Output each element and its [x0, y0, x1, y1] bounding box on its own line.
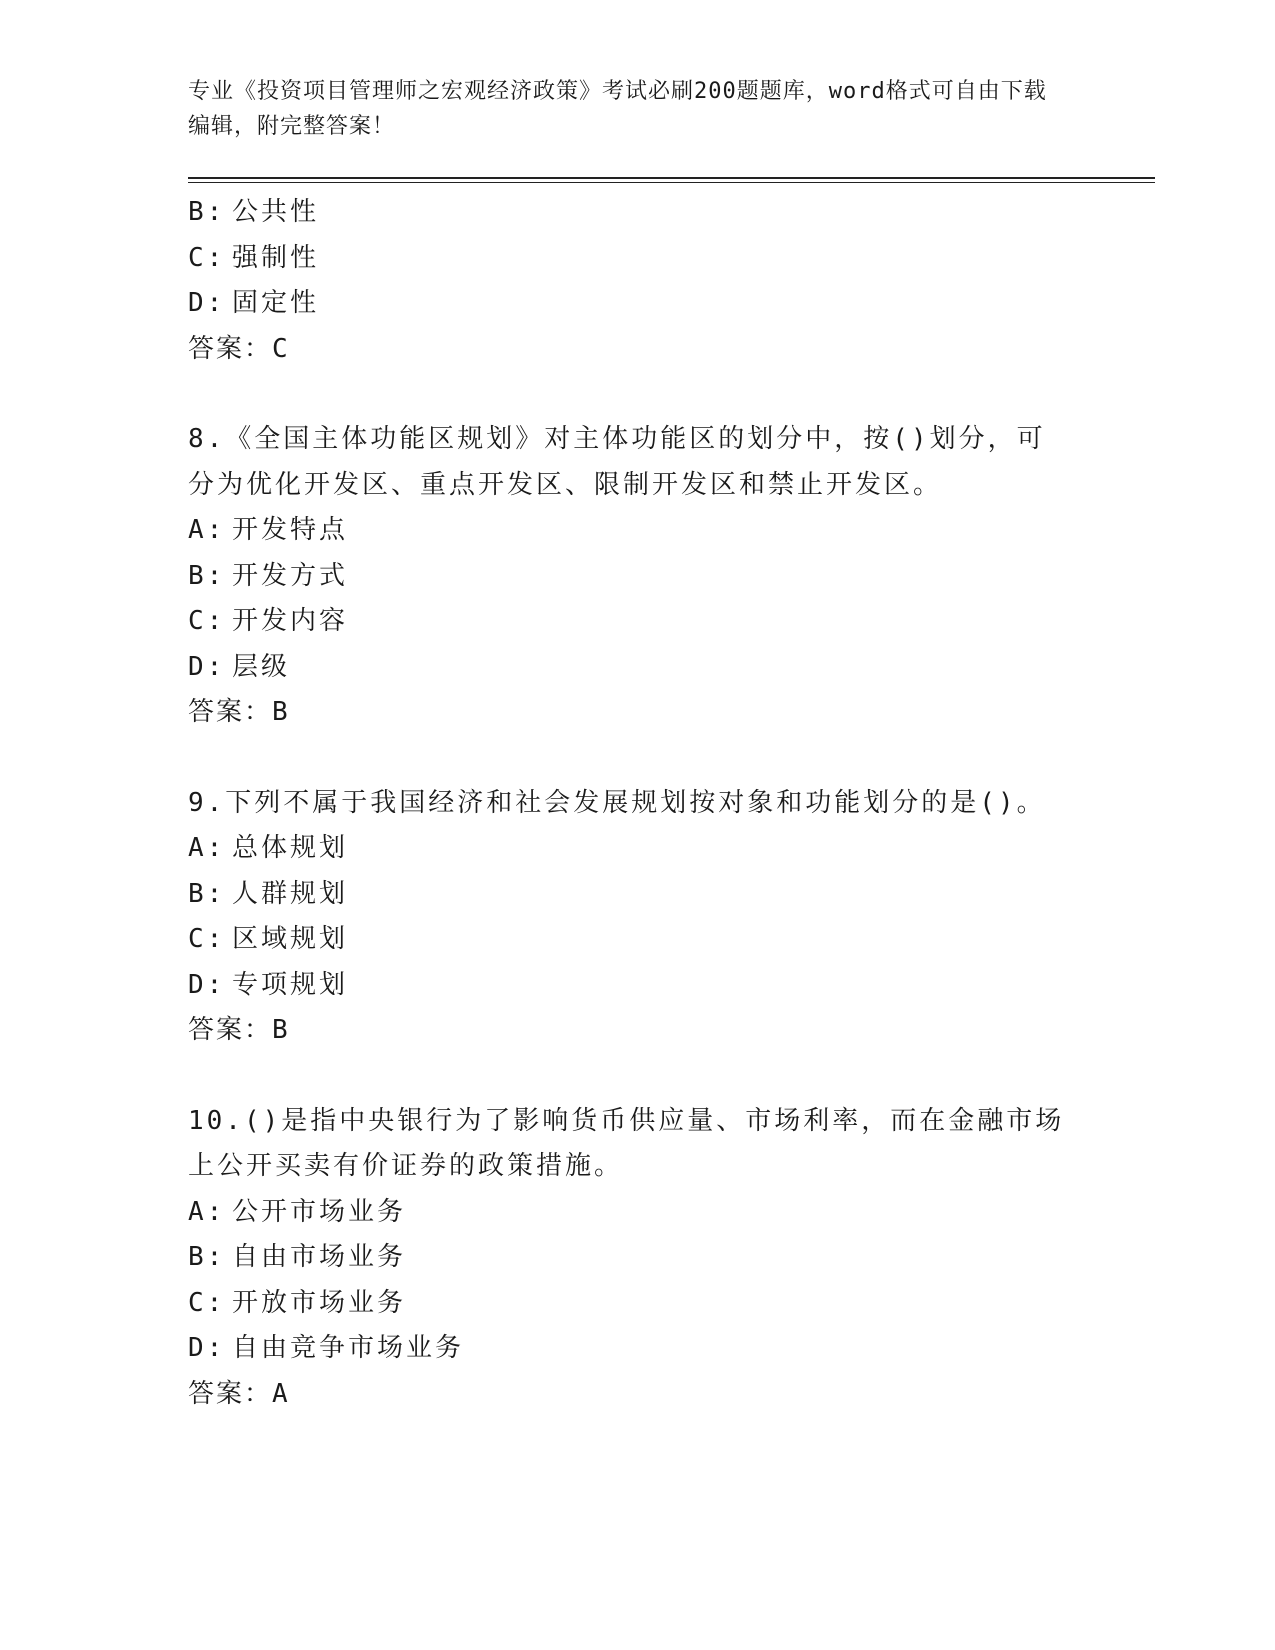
option-d — [188, 281, 1088, 327]
option-text: 人群规划 — [232, 878, 349, 909]
option-text: 公开市场业务 — [232, 1196, 407, 1227]
question-block-9 — [188, 781, 1088, 1054]
answer-line: 答案：B — [188, 697, 290, 727]
option-text: 自由竞争市场业务 — [232, 1333, 465, 1363]
option-text: 固定性 — [232, 288, 320, 318]
option-label: D: — [188, 969, 226, 1000]
header-rule-thin — [188, 182, 1155, 183]
option-label: A: — [188, 833, 226, 863]
option-label: C: — [188, 242, 226, 273]
option-label: C: — [188, 606, 226, 636]
answer-line: 答案：C — [188, 333, 290, 364]
header-rule-thick — [188, 177, 1155, 179]
question-block-prev — [188, 190, 1088, 372]
option-text: 强制性 — [232, 242, 320, 273]
spacer — [188, 372, 1088, 417]
question-stem: 10.()是指中央银行为了影响货币供应量、市场利率，而在金融市场上公开买卖有价证券的政策措施。 — [188, 1105, 1065, 1181]
option-c — [188, 1281, 1088, 1327]
option-a — [188, 826, 1088, 872]
question-stem: 8.《全国主体功能区规划》对主体功能区的划分中，按()划分，可分为优化开发区、重点开发区、限制开发区和禁止开发区。 — [188, 424, 1046, 500]
option-a — [188, 1190, 1088, 1236]
option-label: A: — [188, 515, 226, 545]
option-c — [188, 236, 1088, 282]
option-label: C: — [188, 924, 226, 954]
answer-line: 答案：A — [188, 1378, 290, 1409]
document-body — [188, 190, 1088, 1417]
option-d — [188, 963, 1088, 1009]
option-b — [188, 1235, 1088, 1281]
option-text: 公共性 — [232, 197, 320, 227]
option-text: 开发特点 — [232, 515, 349, 545]
option-text: 开发方式 — [232, 560, 349, 591]
option-label: B: — [188, 560, 226, 591]
option-d — [188, 1326, 1088, 1372]
question-block-10 — [188, 1099, 1088, 1418]
option-text: 自由市场业务 — [232, 1242, 407, 1272]
option-c — [188, 599, 1088, 645]
spacer — [188, 1054, 1088, 1099]
option-text: 区域规划 — [232, 924, 349, 954]
option-text: 开发内容 — [232, 606, 349, 636]
option-label: D: — [188, 651, 226, 682]
option-text: 总体规划 — [232, 833, 349, 863]
option-label: B: — [188, 197, 226, 227]
option-label: D: — [188, 1333, 226, 1363]
option-label: D: — [188, 288, 226, 318]
option-label: B: — [188, 1242, 226, 1272]
option-c — [188, 917, 1088, 963]
option-d — [188, 645, 1088, 691]
document-header: 专业《投资项目管理师之宏观经济政策》考试必刷200题题库，word格式可自由下载编辑，附完整答案！ — [188, 79, 1047, 139]
spacer — [188, 736, 1088, 781]
option-b — [188, 190, 1088, 236]
option-text: 开放市场业务 — [232, 1287, 407, 1318]
option-b — [188, 554, 1088, 600]
option-label: C: — [188, 1287, 226, 1318]
question-stem: 9.下列不属于我国经济和社会发展规划按对象和功能划分的是()。 — [188, 787, 1046, 818]
option-a — [188, 508, 1088, 554]
option-b — [188, 872, 1088, 918]
option-label: B: — [188, 878, 226, 909]
option-label: A: — [188, 1196, 226, 1227]
option-text: 层级 — [232, 651, 291, 682]
question-block-8 — [188, 417, 1088, 736]
option-text: 专项规划 — [232, 969, 349, 1000]
answer-line: 答案：B — [188, 1015, 290, 1045]
